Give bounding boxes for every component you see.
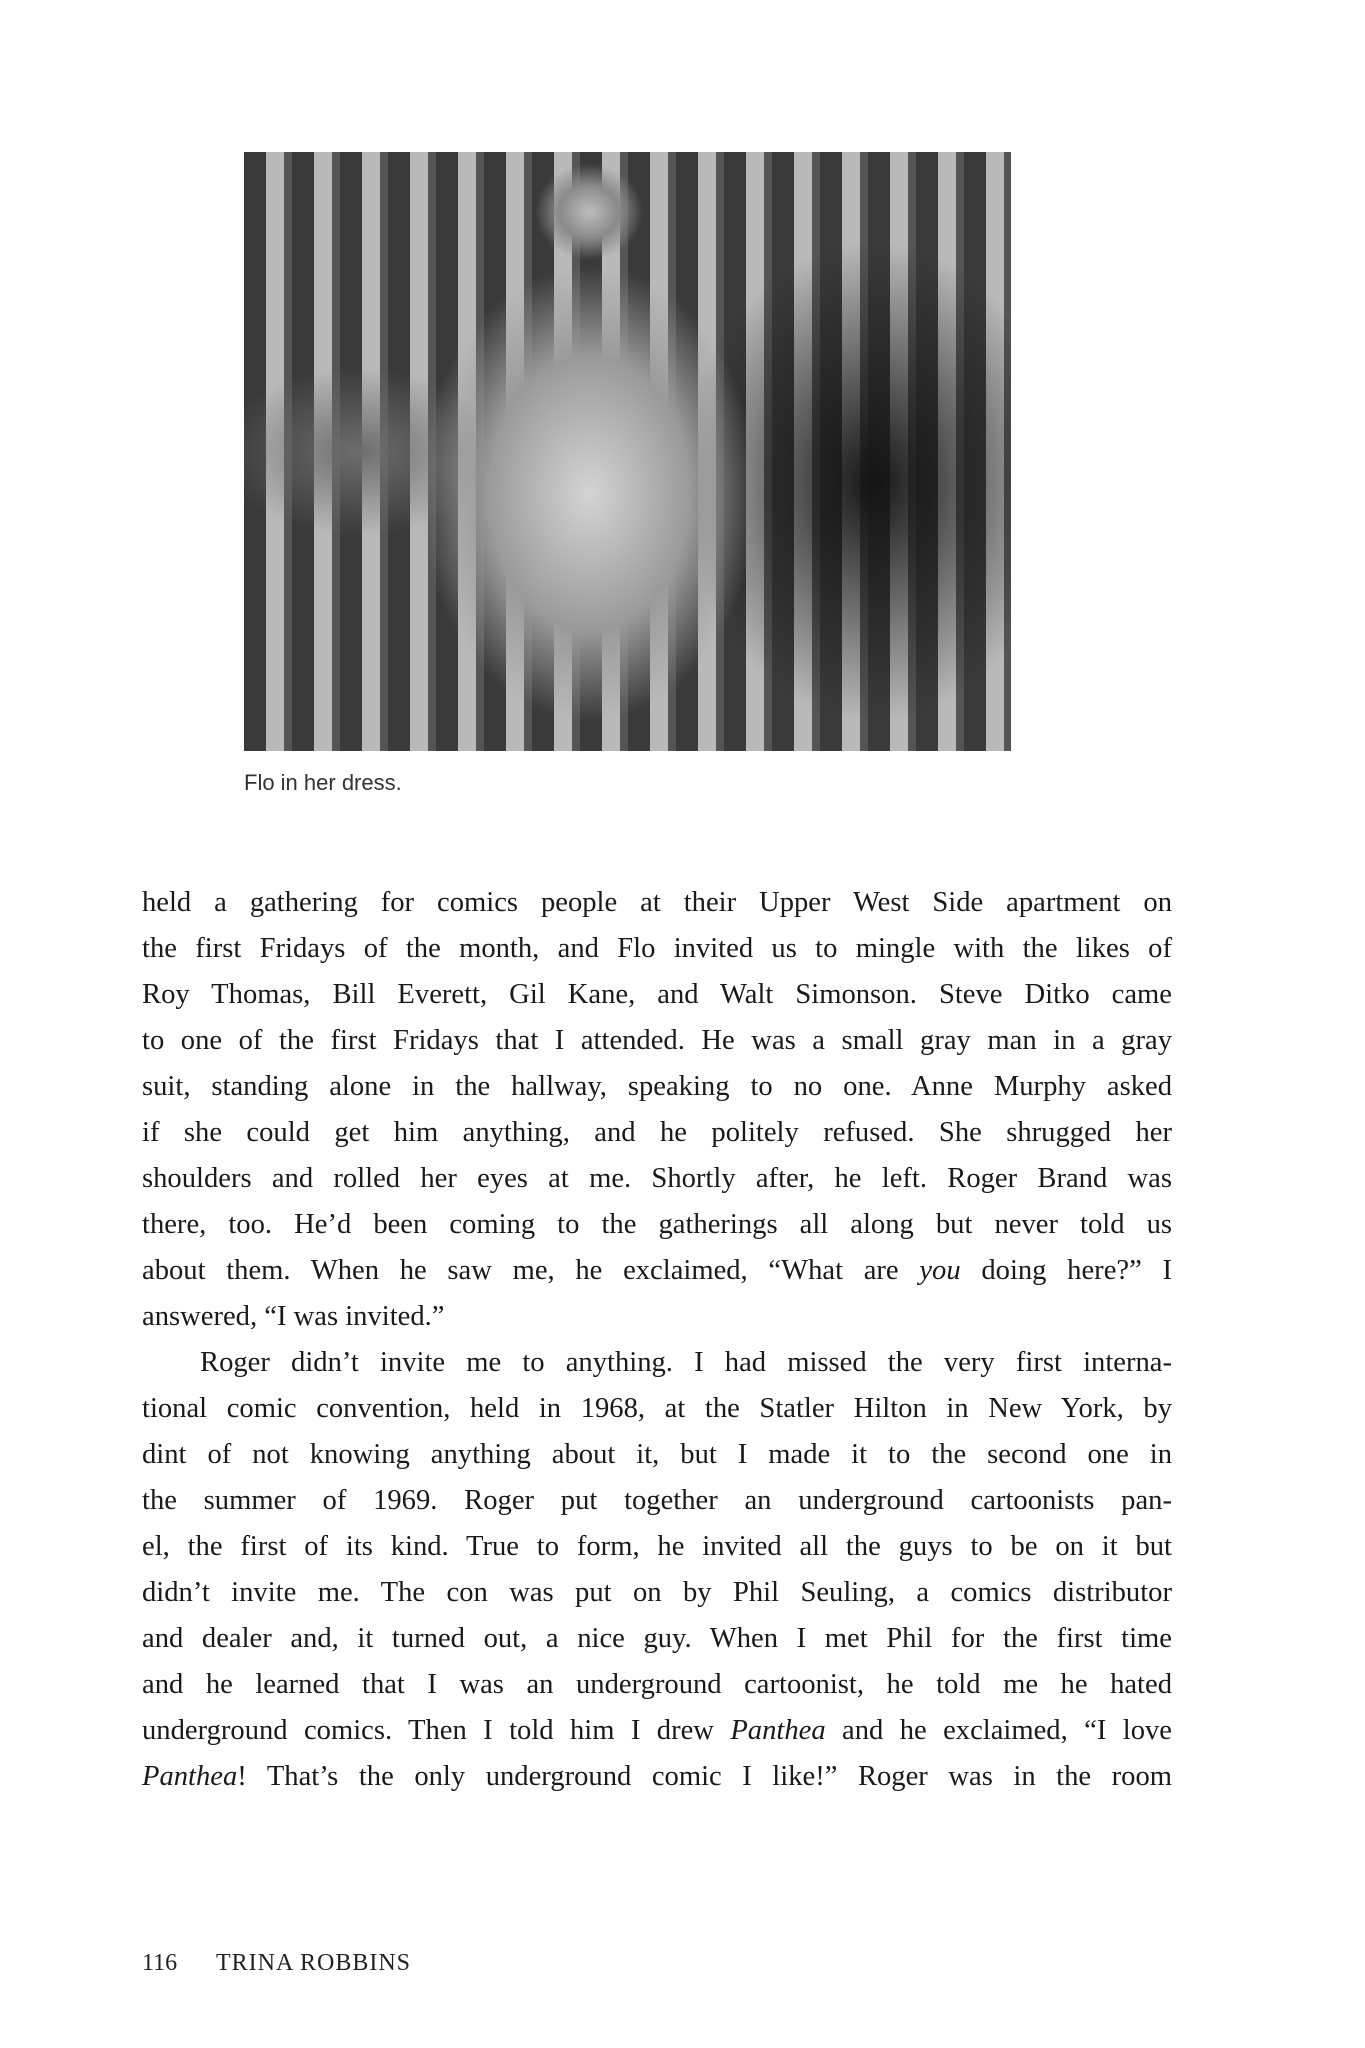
- text-line: didn’t invite me. The con was put on by Phil Seuling, a comics distributor: [142, 1577, 1172, 1608]
- text-run: and he exclaimed, “I love: [825, 1715, 1172, 1746]
- text-run: ! That’s the only underground comic I like!” Roger was in the room: [237, 1761, 1172, 1792]
- text-line: el, the first of its kind. True to form, he invited all the guys to be on it but: [142, 1531, 1172, 1562]
- text-line: and he learned that I was an underground cartoonist, he told me he hated: [142, 1669, 1172, 1700]
- text-line: if she could get him anything, and he politely refused. She shrugged her: [142, 1117, 1172, 1148]
- italic-run: you: [919, 1255, 961, 1286]
- text-line: Roger didn’t invite me to anything. I had missed the very first interna-: [200, 1347, 1172, 1378]
- italic-run: Panthea: [730, 1715, 826, 1746]
- text-line: [142, 1708, 1172, 1754]
- text-line: the summer of 1969. Roger put together an underground cartoonists pan-: [142, 1485, 1172, 1516]
- text-line: there, too. He’d been coming to the gatherings all along but never told us: [142, 1209, 1172, 1240]
- text-line: tional comic convention, held in 1968, at the Statler Hilton in New York, by: [142, 1393, 1172, 1424]
- italic-run: Panthea: [142, 1761, 238, 1792]
- text-run: about them. When he saw me, he exclaimed, “What are: [142, 1255, 920, 1286]
- text-line: dint of not knowing anything about it, but I made it to the second one in: [142, 1439, 1172, 1470]
- text-line: [142, 1754, 1172, 1800]
- text-line: held a gathering for comics people at their Upper West Side apartment on: [142, 887, 1172, 918]
- figure-caption: Flo in her dress.: [244, 770, 402, 795]
- text-line: the first Fridays of the month, and Flo invited us to mingle with the likes of: [142, 933, 1172, 964]
- text-line: answered, “I was invited.”: [142, 1301, 445, 1332]
- photograph-flo: [244, 152, 1011, 751]
- page-number: 116: [142, 1950, 178, 1976]
- text-run: doing here?” I: [960, 1255, 1172, 1286]
- page-footer: [142, 1950, 411, 1977]
- text-run: underground comics. Then I told him I drew: [142, 1715, 731, 1746]
- body-text: [142, 880, 1172, 1800]
- text-line: suit, standing alone in the hallway, speaking to no one. Anne Murphy asked: [142, 1071, 1172, 1102]
- text-line: and dealer and, it turned out, a nice guy. When I met Phil for the first time: [142, 1623, 1172, 1654]
- text-line: [142, 1248, 1172, 1294]
- text-line: Roy Thomas, Bill Everett, Gil Kane, and Walt Simonson. Steve Ditko came: [142, 979, 1172, 1010]
- running-head: TRINA ROBBINS: [216, 1950, 412, 1976]
- text-line: shoulders and rolled her eyes at me. Shortly after, he left. Roger Brand was: [142, 1163, 1172, 1194]
- text-line: to one of the first Fridays that I attended. He was a small gray man in a gray: [142, 1025, 1172, 1056]
